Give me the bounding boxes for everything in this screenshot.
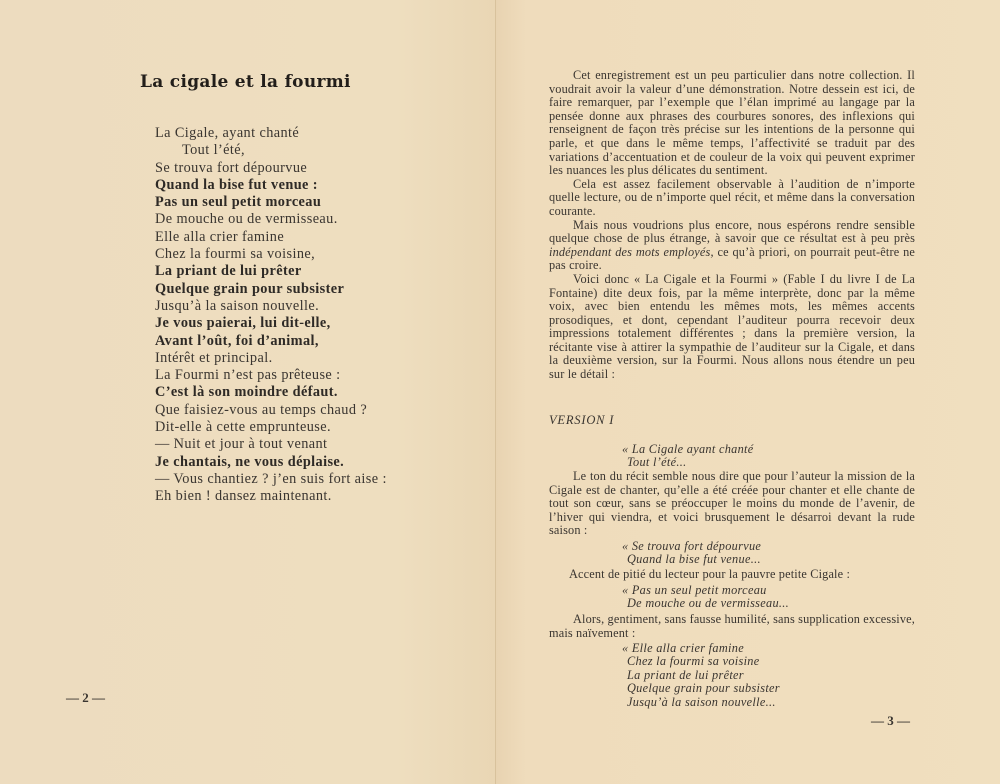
intro-paragraph	[549, 178, 915, 219]
text-run: Voici donc « La Cigale et la Fourmi » (Fable I du livre I de La Fontaine) dite deux fois, par la même interprète, donc par la même voix, avec bien entendu les mêmes mots, les mêmes accents prosodiques, et dont, cependant l’auditeur pourra recevoir deux impressions totalement différentes ; dans la première version, la récitante vise à attirer la sympathie de l’auditeur sur la Cigale, et dans la deuxième version, sur la Fourmi. Nous allons nous étendre un peu sur le détail :	[549, 271, 915, 382]
quote-line: Jusqu’à la saison nouvelle...	[627, 694, 776, 709]
quote-line: « Elle alla crier famine	[622, 641, 744, 655]
text-run: Mais nous voudrions plus encore, nous espérons rendre sensible quelque chose de plus étrange, à savoir que ce résultat est à peu près	[549, 217, 915, 246]
intro-paragraph	[549, 69, 915, 178]
quote-line: « Pas un seul petit morceau	[622, 583, 767, 597]
poem-line: Intérêt et principal.	[155, 349, 273, 366]
poem-line: Jusqu’à la saison nouvelle.	[155, 297, 320, 314]
poem-line: Eh bien ! dansez maintenant.	[155, 488, 332, 505]
quote-line: Quand la bise fut venue...	[627, 552, 761, 567]
poem-line: Avant l’oût, foi d’animal,	[155, 332, 319, 349]
text-run: ce qu’à priori, on pourrait peut-être ne pas croire.	[549, 244, 915, 273]
poem-line: Quelque grain pour subsister	[155, 280, 345, 297]
poem-line: La priant de lui prêter	[155, 263, 302, 280]
intro-paragraph	[549, 273, 915, 382]
quote-line: « La Cigale ayant chanté	[622, 442, 754, 456]
poem-line: Chez la fourmi sa voisine,	[155, 246, 316, 263]
text-run: Cela est assez facilement observable à l’audition de n’importe quelle lecture, ou de n’importe quel récit, et même dans la conversation courante.	[549, 176, 915, 218]
quote-1	[622, 443, 754, 470]
poem-text	[155, 125, 387, 506]
poem-title: La cigale et la fourmi	[140, 72, 351, 92]
page-number-left: — 2 —	[66, 690, 105, 705]
quote-line: La priant de lui prêter	[627, 667, 744, 682]
quote-3	[622, 584, 789, 611]
quote-line: Quelque grain pour subsister	[627, 681, 780, 696]
page-number-right: — 3 —	[871, 713, 910, 728]
quote-line: Tout l’été...	[627, 455, 687, 470]
intro-text	[549, 69, 915, 382]
poem-line: Se trouva fort dépourvue	[155, 159, 308, 176]
poem-line: La Fourmi n’est pas prêteuse :	[155, 367, 341, 384]
commentary-2	[549, 568, 915, 582]
poem-line: Dit-elle à cette emprunteuse.	[155, 419, 331, 436]
left-page	[0, 0, 496, 784]
quote-line: De mouche ou de vermisseau...	[627, 596, 790, 611]
poem-line: Elle alla crier famine	[155, 228, 285, 245]
poem-line: De mouche ou de vermisseau.	[155, 211, 338, 228]
intro-paragraph	[549, 219, 915, 273]
emphasis-text: indépendant des mots employés,	[549, 244, 714, 259]
poem-line: Quand la bise fut venue :	[155, 176, 318, 193]
poem-line: — Vous chantiez ? j’en suis fort aise :	[155, 470, 387, 487]
poem-line: — Nuit et jour à tout venant	[155, 436, 328, 453]
text-run: Cet enregistrement est un peu particulier dans notre collection. Il voudrait avoir la valeur d’une démonstration. Notre dessein est ici, de faire remarquer, par l’exemple que l’élan imprimé au langage par la pensée donne aux phrases des courbures sonores, des inflexions qui renseignent de façon très précise sur les intentions de la personne qui parle, et que dans le même temps, l’affectivité se traduit par des variations d’accentuation et de couleur de la voix qui peuvent exprimer les nuances les plus délicates du sentiment.	[549, 68, 915, 178]
poem-line: C’est là son moindre défaut.	[155, 384, 338, 401]
poem-line: La Cigale, ayant chanté	[155, 125, 300, 141]
poem-line: Que faisiez-vous au temps chaud ?	[155, 401, 368, 418]
quote-line: Chez la fourmi sa voisine	[627, 654, 760, 669]
paragraph: Le ton du récit semble nous dire que pour l’auteur la mission de la Cigale est de chanter, qu’elle a été créée pour chanter et elle chante de tout son cœur, sans se préoccuper le moins du monde de l’avenir, de l’hiver qui viendra, et voici brusquement le désarroi devant la rude saison :	[549, 469, 915, 538]
paragraph: Accent de pitié du lecteur pour la pauvre petite Cigale :	[569, 567, 851, 581]
poem-line: Tout l’été,	[182, 142, 245, 159]
paragraph: Alors, gentiment, sans fausse humilité, sans supplication excessive, mais naïvement :	[549, 612, 915, 640]
quote-2	[622, 540, 761, 567]
section-heading: VERSION I	[549, 413, 615, 427]
poem-line: Je chantais, ne vous déplaise.	[155, 453, 345, 470]
poem-line: Je vous paierai, lui dit-elle,	[155, 315, 331, 332]
commentary-3	[549, 613, 915, 640]
commentary-1	[549, 470, 915, 538]
quote-line: « Se trouva fort dépourvue	[622, 539, 762, 553]
poem-line: Pas un seul petit morceau	[155, 194, 322, 211]
quote-4	[622, 642, 780, 709]
